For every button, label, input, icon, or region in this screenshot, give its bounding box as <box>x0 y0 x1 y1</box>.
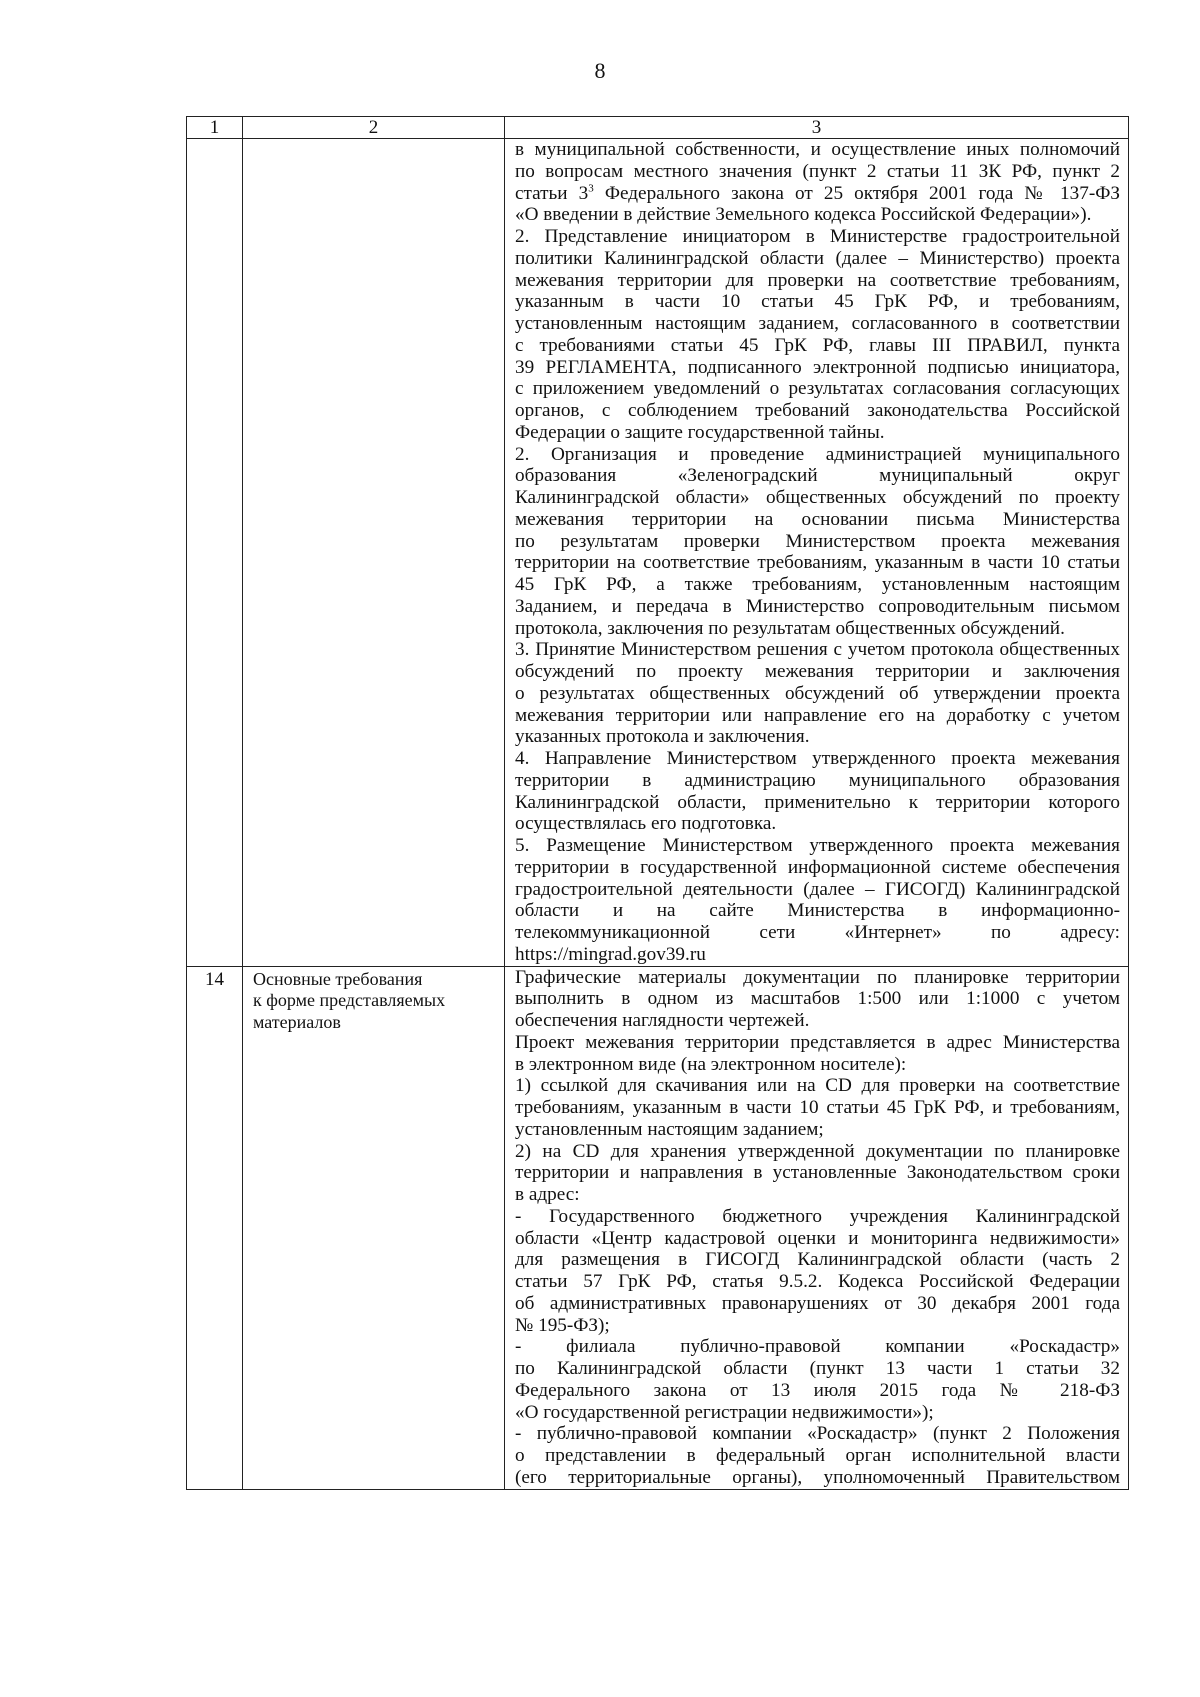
text-line: по результатам проверки Министерством проекта межевания <box>515 530 1120 552</box>
text-line: территории и направления в установленные Законодательством сроки <box>515 1162 1120 1184</box>
text-line: телекоммуникационной сети «Интернет» по адресу: <box>515 922 1120 943</box>
text-line: осуществлялась его подготовка. <box>515 813 777 835</box>
row-content <box>505 966 1129 1489</box>
row-name-line: Основные требования <box>253 968 423 989</box>
row-name <box>243 966 505 1489</box>
text-line: Проект межевания территории представляется в адрес Министерства <box>515 1031 1120 1053</box>
text-line: политики Калининградской области (далее – Министерство) проекта <box>515 247 1120 269</box>
text-line: «О введении в действие Земельного кодекса Российской Федерации»). <box>515 204 1092 226</box>
text-line: требованиям, указанным в части 10 статьи 45 ГрК РФ, и требованиям, <box>515 1097 1120 1118</box>
text-line: 2. Организация и проведение администрацией муниципального <box>515 443 1120 465</box>
text-line: № 195-ФЗ); <box>515 1314 610 1336</box>
text-line: Графические материалы документации по планировке территории <box>515 966 1120 988</box>
text-line: - филиала публично-правовой компании «Роскадастр» <box>515 1336 1120 1358</box>
text-line: территории в администрацию муниципального образования <box>515 769 1120 791</box>
table-row-14 <box>187 966 1129 1489</box>
text-line: области и на сайте Министерства в информационно- <box>515 900 1120 922</box>
text-line: Заданием, и передача в Министерство сопроводительным письмом <box>515 595 1120 617</box>
text-line: 5. Размещение Министерством утвержденного проекта межевания <box>515 835 1120 856</box>
text-line: - Государственного бюджетного учреждения Калининградской <box>515 1205 1120 1227</box>
text-line: области «Центр кадастровой оценки и мониторинга недвижимости» <box>515 1227 1120 1249</box>
text-line: межевания территории на основании письма Министерства <box>515 508 1120 530</box>
text-line: 1) ссылкой для скачивания или на CD для проверки на соответствие <box>515 1075 1120 1097</box>
text-line: территории на соответствие требованиям, указанным в части 10 статьи <box>515 552 1120 574</box>
text-line: в муниципальной собственности, и осуществление иных полномочий <box>515 139 1120 160</box>
text-line: «О государственной регистрации недвижимости»); <box>515 1401 934 1423</box>
text-line: градостроительной деятельности (далее – ГИСОГД) Калининградской <box>515 878 1120 900</box>
text-line: Федерального закона от 13 июля 2015 года № 218-ФЗ <box>515 1379 1120 1401</box>
text-line: о представлении в федеральный орган исполнительной власти <box>515 1445 1120 1466</box>
text-line: о результатах общественных обсуждений об утверждении проекта <box>515 682 1120 704</box>
text-line: протокола, заключения по результатам общественных обсуждений. <box>515 617 1065 639</box>
text-line: установленным настоящим заданием; <box>515 1118 824 1140</box>
row-name <box>243 139 505 967</box>
text-line: 2. Представление инициатором в Министерстве градостроительной <box>515 226 1120 247</box>
table-header-row <box>187 117 1129 139</box>
text-line: с требованиями статьи 45 ГрК РФ, главы III ПРАВИЛ, пункта <box>515 334 1120 356</box>
text-line: установленным настоящим заданием, согласованного в соответствии <box>515 313 1120 334</box>
text-line: статьи 57 ГрК РФ, статья 9.5.2. Кодекса Российской Федерации <box>515 1271 1120 1292</box>
text-line: указанных протокола и заключения. <box>515 726 810 748</box>
text-line: Калининградской области, применительно к территории которого <box>515 791 1120 813</box>
text-line: https://mingrad.gov39.ru <box>515 943 706 965</box>
text-line: обсуждений по проекту межевания территории и заключения <box>515 661 1120 682</box>
text-line: Калининградской области» общественных обсуждений по проекту <box>515 487 1120 508</box>
text-line: с приложением уведомлений о результатах согласования согласующих <box>515 378 1120 400</box>
text-line: по Калининградской области (пункт 13 части 1 статьи 32 <box>515 1358 1120 1379</box>
header-cell-1: 1 <box>187 117 243 139</box>
header-cell-3: 3 <box>505 117 1129 139</box>
text-line: выполнить в одном из масштабов 1:500 или 1:1000 с учетом <box>515 988 1120 1010</box>
text-line: Федерации о защите государственной тайны. <box>515 421 885 443</box>
text-line: 2) на CD для хранения утвержденной документации по планировке <box>515 1140 1120 1162</box>
text-line: обеспечения наглядности чертежей. <box>515 1010 810 1031</box>
page-number: 8 <box>594 58 606 83</box>
text-line: образования «Зеленоградский муниципальный округ <box>515 465 1120 487</box>
text-line: (его территориальные органы), уполномоченный Правительством <box>515 1466 1120 1488</box>
row-name-line: материалов <box>253 1011 341 1032</box>
header-cell-2: 2 <box>243 117 505 139</box>
row-number <box>187 139 243 967</box>
text-line: - публично-правовой компании «Роскадастр» (пункт 2 Положения <box>515 1423 1120 1445</box>
text-line: указанным в части 10 статьи 45 ГрК РФ, и требованиям, <box>515 291 1120 313</box>
text-line: органов, с соблюдением требований законодательства Российской <box>515 400 1120 421</box>
text-line: по вопросам местного значения (пункт 2 статьи 11 ЗК РФ, пункт 2 <box>515 160 1120 182</box>
requirements-table <box>186 116 1129 1490</box>
text-line: 3. Принятие Министерством решения с учетом протокола общественных <box>515 639 1120 661</box>
text-line: межевания территории для проверки на соответствие требованиям, <box>515 269 1120 291</box>
text-line: 39 РЕГЛАМЕНТА, подписанного электронной подписью инициатора, <box>515 356 1120 378</box>
row-name-line: к форме представляемых <box>253 990 446 1010</box>
table-row-continued <box>187 139 1129 967</box>
text-line: 4. Направление Министерством утвержденного проекта межевания <box>515 748 1120 769</box>
text-line: об административных правонарушениях от 30 декабря 2001 года <box>515 1292 1120 1314</box>
text-line: статьи $3^3$ Федерального закона от 25 октября 2001 года № 137-ФЗ <box>515 182 1121 204</box>
text-line: для размещения в ГИСОГД Калининградской области (часть 2 <box>515 1249 1120 1271</box>
text-line: в адрес: <box>515 1184 580 1205</box>
text-line: территории в государственной информационной системе обеспечения <box>515 856 1120 878</box>
text-line: в электронном виде (на электронном носителе): <box>515 1053 907 1075</box>
text-line: 45 ГрК РФ, а также требованиям, установленным настоящим <box>515 574 1120 595</box>
text-line: межевания территории или направление его на доработку с учетом <box>515 704 1120 726</box>
row-content <box>505 139 1129 967</box>
row-number: 14 <box>187 966 243 1489</box>
